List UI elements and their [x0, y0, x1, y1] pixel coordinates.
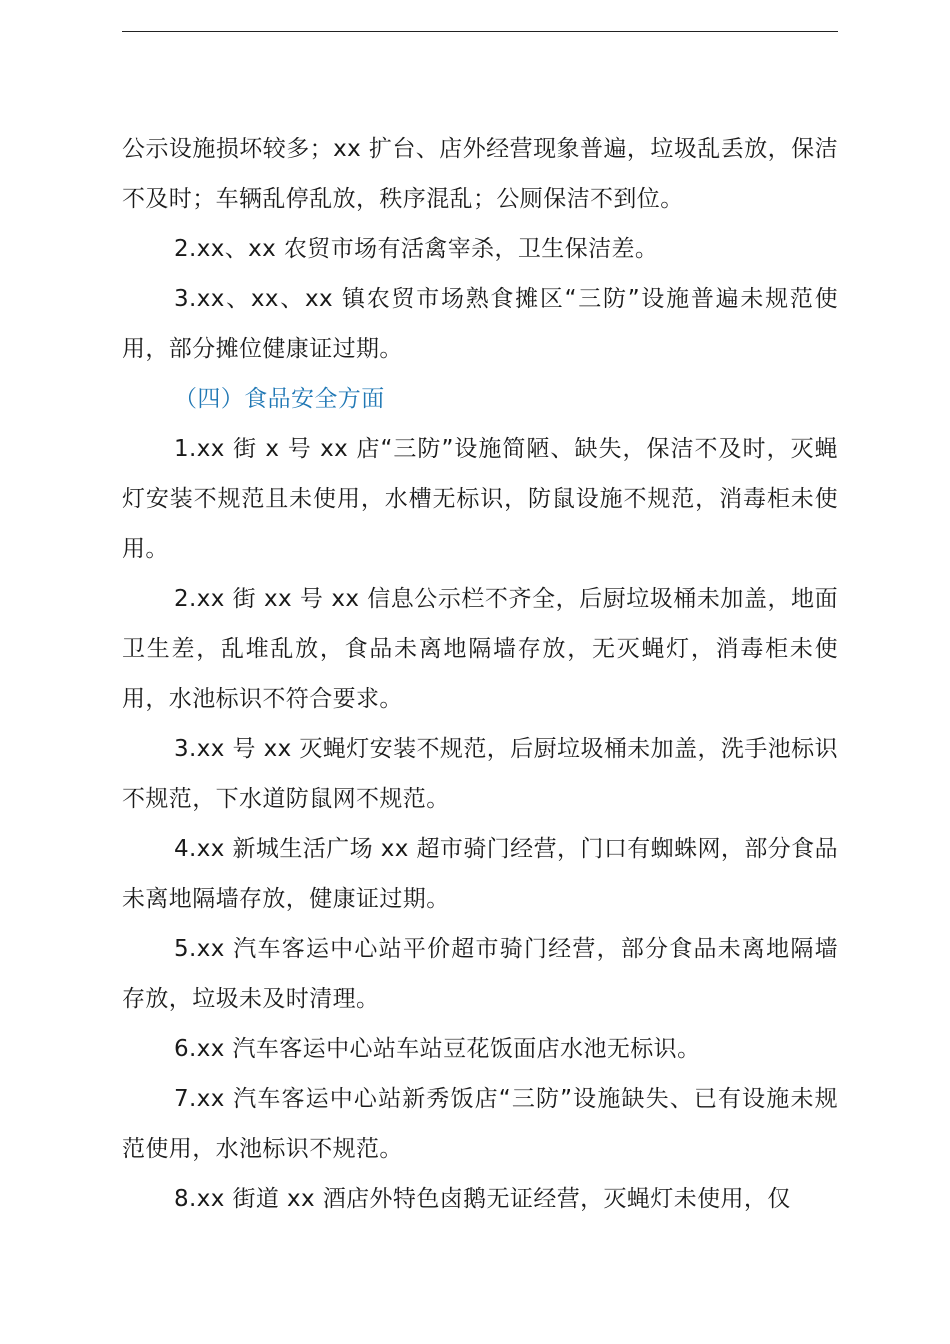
food-item-1: 1.xx 街 x 号 xx 店“三防”设施简陋、缺失，保洁不及时，灭蝇灯安装不规范且未使用，水槽无标识，防鼠设施不规范，消毒柜未使用。 — [122, 436, 838, 562]
food-item-4: 4.xx 新城生活广场 xx 超市骑门经营，门口有蜘蛛网，部分食品未离地隔墙存放，健康证过期。 — [122, 836, 838, 912]
food-item-6: 6.xx 汽车客运中心站车站豆花饭面店水池无标识。 — [174, 1036, 701, 1062]
paragraph-market-3: 3.xx、xx、xx 镇农贸市场熟食摊区“三防”设施普遍未规范使用，部分摊位健康证过期。 — [122, 286, 838, 362]
food-item-5: 5.xx 汽车客运中心站平价超市骑门经营，部分食品未离地隔墙存放，垃圾未及时清理。 — [122, 936, 838, 1012]
document-body — [122, 124, 838, 1224]
header-rule — [122, 31, 838, 32]
food-item-2: 2.xx 街 xx 号 xx 信息公示栏不齐全，后厨垃圾桶未加盖，地面卫生差，乱堆乱放，食品未离地隔墙存放，无灭蝇灯，消毒柜未使用，水池标识不符合要求。 — [122, 586, 838, 712]
paragraph-market-2: 2.xx、xx 农贸市场有活禽宰杀，卫生保洁差。 — [174, 236, 659, 262]
food-item-7: 7.xx 汽车客运中心站新秀饭店“三防”设施缺失、已有设施未规范使用，水池标识不规范。 — [122, 1086, 838, 1162]
section-heading-food-safety: （四）食品安全方面 — [174, 386, 385, 412]
food-item-3: 3.xx 号 xx 灭蝇灯安装不规范，后厨垃圾桶未加盖，洗手池标识不规范，下水道防鼠网不规范。 — [122, 736, 838, 812]
food-item-8: 8.xx 街道 xx 酒店外特色卤鹅无证经营，灭蝇灯未使用，仅 — [174, 1186, 791, 1212]
paragraph-continuation: 公示设施损坏较多；xx 扩台、店外经营现象普遍，垃圾乱丢放，保洁不及时；车辆乱停乱放，秩序混乱；公厕保洁不到位。 — [122, 136, 838, 212]
